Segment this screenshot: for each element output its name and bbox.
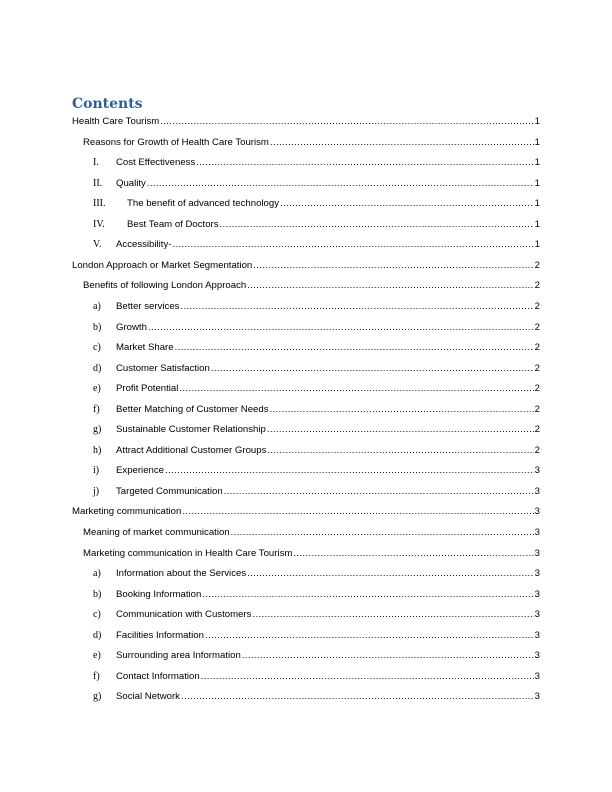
toc-entry-number: e)	[93, 383, 101, 395]
toc-entry-number: V.	[93, 239, 102, 251]
toc-entry-page-number: 2	[534, 280, 540, 292]
toc-dot-leader	[147, 178, 534, 190]
toc-entry[interactable]	[93, 423, 540, 436]
toc-entry-page-number: 3	[534, 547, 540, 559]
toc-entry[interactable]	[93, 608, 540, 621]
toc-entry-label: Marketing communication in Health Care Tourism	[83, 547, 293, 559]
toc-entry-number: f)	[93, 670, 100, 682]
toc-entry-label: Facilities Information	[116, 629, 204, 641]
toc-entry-number: g)	[93, 424, 102, 436]
toc-entry-label: Communication with Customers	[116, 609, 252, 621]
toc-entry[interactable]	[93, 382, 540, 395]
toc-entry-page-number: 3	[534, 670, 540, 682]
toc-entry-page-number: 3	[534, 485, 540, 497]
toc-dot-leader	[160, 116, 533, 128]
toc-entry-label: Booking Information	[116, 588, 202, 600]
toc-entry-label: Customer Satisfaction	[116, 362, 210, 374]
toc-entry[interactable]	[83, 526, 540, 539]
toc-entry-label: Experience	[116, 465, 164, 477]
toc-entry[interactable]	[93, 485, 540, 498]
toc-dot-leader	[247, 280, 533, 292]
toc-entry-label: Targeted Communication	[116, 485, 223, 497]
toc-entry-page-number: 2	[534, 444, 540, 456]
toc-entry-number: b)	[93, 588, 102, 600]
toc-entry-number: c)	[93, 609, 101, 621]
toc-entry[interactable]	[93, 567, 540, 580]
toc-entry[interactable]	[93, 403, 540, 416]
toc-entry-number: j)	[93, 485, 100, 497]
toc-entry-label: Surrounding area Information	[116, 650, 241, 662]
toc-dot-leader	[182, 506, 533, 518]
toc-entry[interactable]	[93, 690, 540, 703]
toc-entry[interactable]	[93, 444, 540, 457]
toc-entry-page-number: 2	[534, 403, 540, 415]
toc-entry-number: b)	[93, 321, 102, 333]
toc-entry[interactable]	[93, 218, 540, 231]
toc-entry[interactable]	[93, 177, 540, 190]
toc-entry-number: g)	[93, 691, 102, 703]
toc-entry-label: Cost Effectiveness	[116, 157, 196, 169]
toc-entry-page-number: 2	[534, 342, 540, 354]
toc-entry-label: Better Matching of Customer Needs	[116, 403, 269, 415]
toc-entry-page-number: 3	[534, 588, 540, 600]
toc-entry-number: f)	[93, 403, 100, 415]
toc-entry-number: e)	[93, 650, 101, 662]
toc-entry[interactable]	[93, 197, 540, 210]
toc-entry[interactable]	[83, 136, 540, 149]
toc-entry-page-number: 1	[534, 198, 540, 210]
toc-dot-leader	[224, 486, 534, 498]
toc-dot-leader	[175, 342, 534, 354]
toc-entry-label: Quality	[116, 177, 146, 189]
toc-dot-leader	[293, 548, 533, 560]
toc-dot-leader	[148, 322, 534, 334]
toc-entry[interactable]	[93, 649, 540, 662]
toc-entry-page-number: 1	[534, 157, 540, 169]
toc-entry-number: a)	[93, 568, 101, 580]
toc-entry-page-number: 2	[534, 362, 540, 374]
toc-entry-page-number: 3	[534, 465, 540, 477]
toc-entry-label: Accessibility-	[116, 239, 172, 251]
toc-entry-number: d)	[93, 629, 102, 641]
toc-entry-number: d)	[93, 362, 102, 374]
toc-entry-label: Attract Additional Customer Groups	[116, 444, 267, 456]
toc-entry[interactable]	[93, 464, 540, 477]
toc-entry-label: The benefit of advanced technology	[127, 198, 280, 210]
toc-entry-page-number: 1	[534, 239, 540, 251]
toc-entry-label: Benefits of following London Approach	[83, 280, 247, 292]
toc-entry[interactable]	[72, 505, 540, 518]
toc-entry-label: Growth	[116, 321, 147, 333]
toc-entry-number: IV.	[93, 218, 105, 230]
toc-dot-leader	[242, 650, 534, 662]
toc-entry[interactable]	[93, 321, 540, 334]
toc-entry-page-number: 3	[534, 506, 540, 518]
toc-entry[interactable]	[83, 547, 540, 560]
toc-entry-label: Best Team of Doctors	[127, 218, 219, 230]
toc-entry-label: Profit Potential	[116, 383, 179, 395]
toc-entry-number: III.	[93, 198, 106, 210]
toc-entry-page-number: 2	[534, 300, 540, 312]
toc-entry-page-number: 1	[534, 177, 540, 189]
toc-entry-label: Information about the Services	[116, 568, 247, 580]
toc-dot-leader	[280, 198, 534, 210]
toc-entry-page-number: 2	[534, 383, 540, 395]
toc-entry-label: Health Care Tourism	[72, 116, 160, 127]
toc-entry[interactable]	[83, 279, 540, 292]
toc-dot-leader	[247, 568, 534, 580]
toc-entry-number: a)	[93, 300, 101, 312]
toc-entry[interactable]	[93, 341, 540, 354]
toc-entry-page-number: 2	[534, 424, 540, 436]
toc-dot-leader	[180, 301, 533, 313]
toc-entry-label: Market Share	[116, 342, 174, 354]
toc-dot-leader	[201, 671, 534, 683]
toc-entry[interactable]	[93, 629, 540, 642]
toc-entry-number: I.	[93, 157, 99, 169]
toc-entry-number: c)	[93, 342, 101, 354]
toc-entry-number: II.	[93, 177, 103, 189]
toc-dot-leader	[231, 527, 534, 539]
toc-entry-page-number: 3	[534, 609, 540, 621]
toc-dot-leader	[172, 239, 533, 251]
toc-dot-leader	[179, 383, 533, 395]
toc-entry-label: Sustainable Customer Relationship	[116, 424, 266, 436]
toc-entry[interactable]	[72, 115, 540, 128]
toc-entry-label: Reasons for Growth of Health Care Tourism	[83, 136, 269, 148]
toc-entry[interactable]	[93, 238, 540, 251]
toc-dot-leader	[220, 219, 534, 231]
toc-entry[interactable]	[93, 300, 540, 313]
toc-entry-page-number: 3	[534, 568, 540, 580]
toc-dot-leader	[165, 465, 534, 477]
toc-entry-label: Social Network	[116, 691, 180, 703]
toc-entry[interactable]	[93, 588, 540, 601]
toc-entry[interactable]	[93, 670, 540, 683]
toc-entry-page-number: 1	[534, 218, 540, 230]
toc-entry-label: Better services	[116, 300, 180, 312]
toc-entry-label: Meaning of market communication	[83, 527, 230, 538]
toc-dot-leader	[270, 137, 534, 149]
toc-entry-page-number: 1	[534, 136, 540, 148]
toc-entry-label: Marketing communication	[72, 506, 182, 518]
toc-entry-page-number: 3	[534, 650, 540, 662]
toc-dot-leader	[267, 445, 533, 457]
toc-entry-number: h)	[93, 444, 102, 456]
toc-dot-leader	[196, 157, 533, 169]
toc-entry-number: i)	[93, 465, 100, 477]
toc-dot-leader	[205, 630, 534, 642]
toc-entry-label: Contact Information	[116, 670, 200, 682]
toc-dot-leader	[253, 260, 533, 272]
toc-dot-leader	[181, 691, 534, 703]
toc-entry-page-number: 3	[534, 691, 540, 703]
toc-entry-page-number: 3	[534, 527, 540, 538]
toc-dot-leader	[211, 363, 534, 375]
toc-dot-leader	[270, 404, 534, 416]
toc-heading: Contents	[72, 96, 143, 112]
toc-entry-page-number: 1	[534, 116, 540, 127]
toc-entry[interactable]	[72, 259, 540, 272]
toc-entry-page-number: 3	[534, 629, 540, 641]
toc-dot-leader	[267, 424, 534, 436]
toc-dot-leader	[252, 609, 533, 621]
toc-dot-leader	[202, 589, 533, 601]
toc-entry-page-number: 2	[534, 321, 540, 333]
toc-entry[interactable]	[93, 362, 540, 375]
toc-entry[interactable]	[93, 156, 540, 169]
toc-entry-page-number: 2	[534, 259, 540, 271]
toc-entry-label: London Approach or Market Segmentation	[72, 259, 253, 271]
